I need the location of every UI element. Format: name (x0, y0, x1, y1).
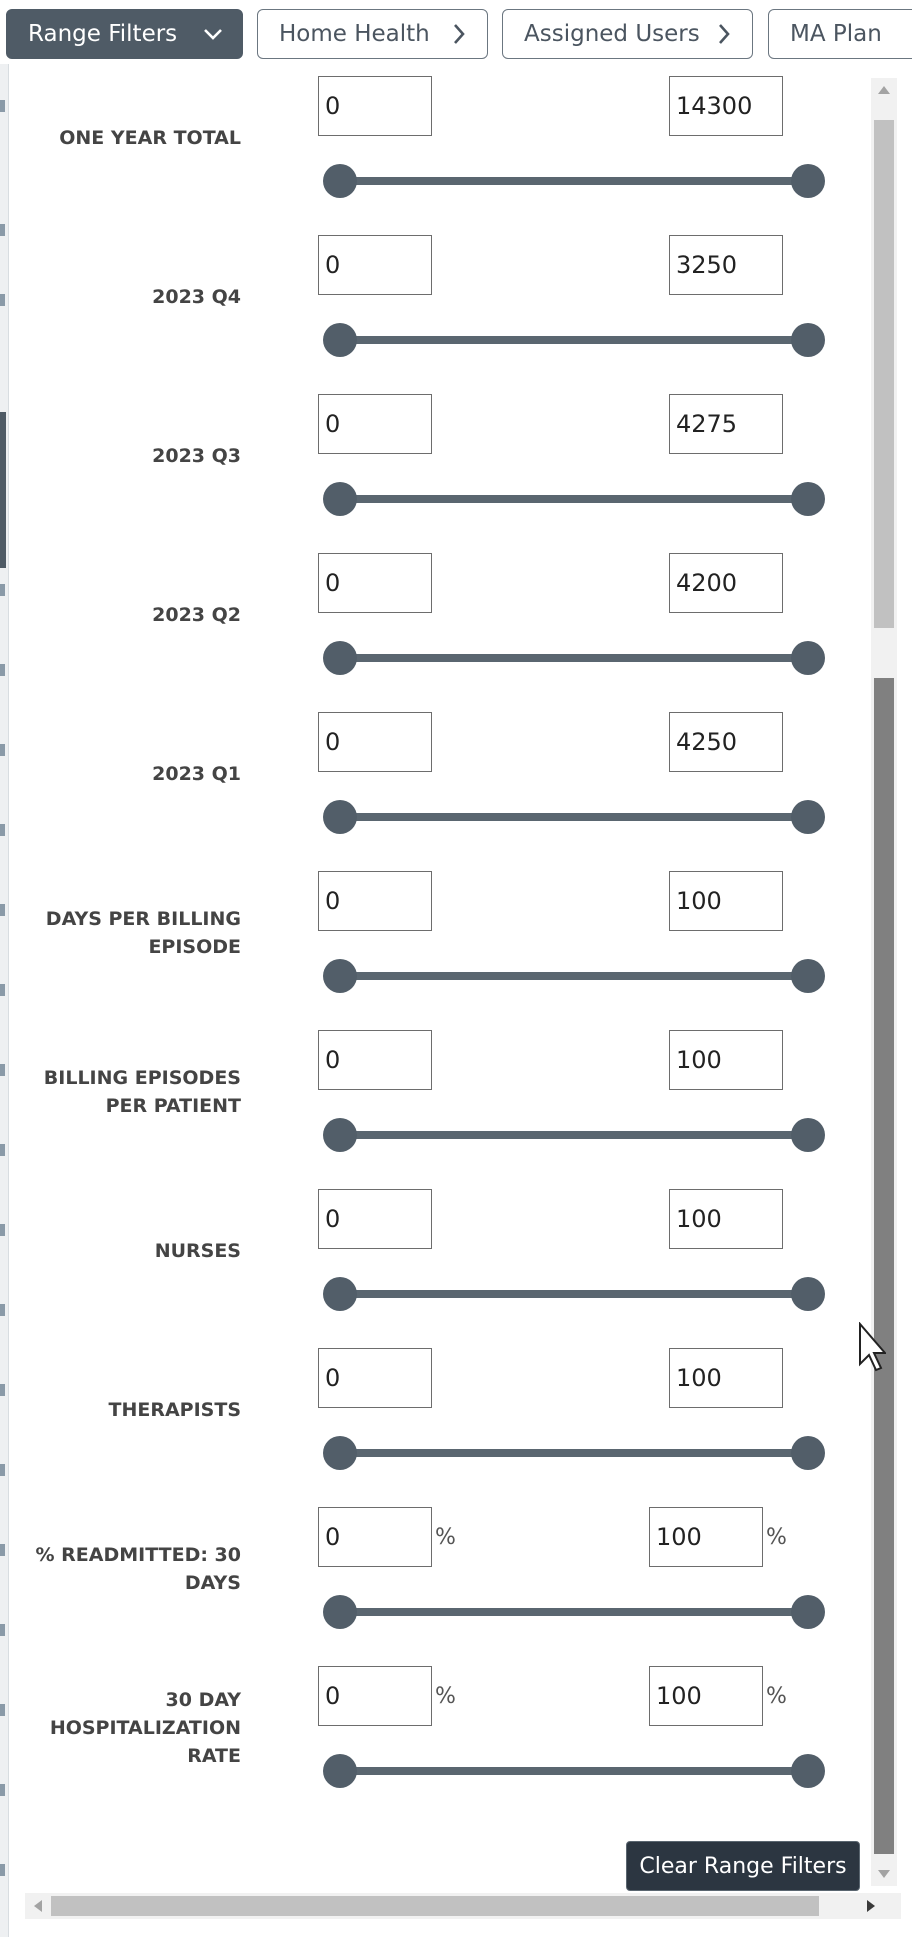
filter-label: % READMITTED: 30 DAYS (35, 1544, 241, 1594)
percent-suffix: % (435, 1683, 456, 1709)
background-mark (0, 664, 5, 676)
percent-suffix: % (435, 1524, 456, 1550)
tab-range-filters[interactable] (6, 9, 243, 59)
max-slider-handle[interactable] (791, 482, 825, 516)
scroll-right-arrow-icon[interactable] (861, 1896, 881, 1916)
range-filter-row (9, 223, 869, 383)
background-mark (0, 1144, 5, 1156)
range-filter-row (9, 64, 869, 224)
background-page-edge (0, 64, 8, 1937)
horizontal-scroll-thumb[interactable] (51, 1896, 819, 1916)
range-slider-track[interactable] (327, 813, 813, 821)
background-mark (0, 824, 5, 836)
min-value-input[interactable]: 0 (318, 553, 432, 613)
background-mark (0, 1544, 5, 1556)
range-filter-row (9, 1654, 869, 1814)
range-slider-track[interactable] (327, 1767, 813, 1775)
vertical-scrollbar[interactable] (871, 78, 897, 1886)
min-slider-handle[interactable] (323, 1595, 357, 1629)
filter-label: 2023 Q4 (152, 286, 241, 308)
filter-label: 30 DAY HOSPITALIZATION RATE (49, 1689, 241, 1767)
min-slider-handle[interactable] (323, 959, 357, 993)
background-mark (0, 744, 5, 756)
min-value-input[interactable]: 0 (318, 1030, 432, 1090)
vertical-scroll-thumb[interactable] (874, 678, 894, 1854)
tab-label: Range Filters (28, 21, 178, 47)
background-mark (0, 1464, 5, 1476)
min-slider-handle[interactable] (323, 641, 357, 675)
max-slider-handle[interactable] (791, 1754, 825, 1788)
range-filter-row (9, 541, 869, 701)
filter-label: 2023 Q1 (152, 763, 241, 785)
background-mark (0, 100, 5, 112)
max-slider-handle[interactable] (791, 800, 825, 834)
max-value-input[interactable]: 100 (669, 1189, 783, 1249)
background-mark (0, 1384, 5, 1396)
min-slider-handle[interactable] (323, 164, 357, 198)
min-value-input[interactable]: 0 (318, 1666, 432, 1726)
filter-tab-bar (0, 0, 912, 64)
min-slider-handle[interactable] (323, 800, 357, 834)
range-filter-row (9, 700, 869, 860)
background-mark (0, 1864, 5, 1876)
tab-label: Assigned Users (524, 21, 700, 47)
min-value-input[interactable]: 0 (318, 235, 432, 295)
chevron-right-icon (717, 10, 731, 58)
min-slider-handle[interactable] (323, 1436, 357, 1470)
filter-label: BILLING EPISODES PER PATIENT (43, 1067, 241, 1117)
tab-home-health[interactable] (257, 9, 488, 59)
max-slider-handle[interactable] (791, 1277, 825, 1311)
min-value-input[interactable]: 0 (318, 394, 432, 454)
filter-label: ONE YEAR TOTAL (59, 127, 241, 149)
background-mark (0, 1624, 5, 1636)
max-slider-handle[interactable] (791, 1436, 825, 1470)
range-filter-row (9, 1018, 869, 1178)
clear-range-filters-button[interactable]: Clear Range Filters (626, 1841, 860, 1891)
range-slider-track[interactable] (327, 1449, 813, 1457)
max-slider-handle[interactable] (791, 323, 825, 357)
scroll-down-arrow-icon[interactable] (874, 1864, 894, 1884)
vertical-scroll-thumb-track (874, 120, 894, 628)
range-slider-track[interactable] (327, 495, 813, 503)
tab-label: Home Health (279, 21, 430, 47)
min-value-input[interactable]: 0 (318, 1189, 432, 1249)
background-mark (0, 1704, 5, 1716)
max-value-input[interactable]: 3250 (669, 235, 783, 295)
background-mark (0, 224, 5, 236)
max-value-input[interactable]: 4275 (669, 394, 783, 454)
chevron-right-icon (452, 10, 466, 58)
max-value-input[interactable]: 4250 (669, 712, 783, 772)
range-filter-row (9, 1336, 869, 1496)
max-slider-handle[interactable] (791, 959, 825, 993)
tab-ma-plan[interactable] (768, 9, 912, 59)
horizontal-scrollbar[interactable] (25, 1893, 901, 1919)
max-value-input[interactable]: 100 (669, 1030, 783, 1090)
range-filter-row (9, 382, 869, 542)
scroll-left-arrow-icon[interactable] (28, 1896, 48, 1916)
mouse-cursor-icon (858, 1322, 886, 1377)
filter-label: THERAPISTS (108, 1399, 241, 1421)
min-value-input[interactable]: 0 (318, 1507, 432, 1567)
range-slider-track[interactable] (327, 1608, 813, 1616)
background-mark (0, 1224, 5, 1236)
max-slider-handle[interactable] (791, 641, 825, 675)
background-mark (0, 984, 5, 996)
filter-label: 2023 Q3 (152, 445, 241, 467)
min-value-input[interactable]: 0 (318, 871, 432, 931)
background-highlight (0, 412, 6, 568)
min-value-input[interactable]: 0 (318, 712, 432, 772)
range-slider-track[interactable] (327, 336, 813, 344)
max-value-input[interactable]: 100 (669, 871, 783, 931)
max-slider-handle[interactable] (791, 1595, 825, 1629)
chevron-down-icon (203, 10, 223, 58)
max-value-input[interactable]: 100 (649, 1507, 763, 1567)
min-slider-handle[interactable] (323, 1118, 357, 1152)
range-slider-track[interactable] (327, 654, 813, 662)
range-filter-row (9, 859, 869, 1019)
range-slider-track[interactable] (327, 177, 813, 185)
filter-label: NURSES (154, 1240, 241, 1262)
min-value-input[interactable]: 0 (318, 76, 432, 136)
background-mark (0, 584, 5, 596)
tab-assigned-users[interactable] (502, 9, 753, 59)
max-slider-handle[interactable] (791, 164, 825, 198)
min-slider-handle[interactable] (323, 1277, 357, 1311)
min-slider-handle[interactable] (323, 482, 357, 516)
background-mark (0, 1064, 5, 1076)
range-filter-row (9, 1495, 869, 1655)
min-value-input[interactable]: 0 (318, 1348, 432, 1408)
max-value-input[interactable]: 4200 (669, 553, 783, 613)
max-value-input[interactable]: 14300 (669, 76, 783, 136)
max-value-input[interactable]: 100 (649, 1666, 763, 1726)
background-mark (0, 294, 5, 306)
range-slider-track[interactable] (327, 972, 813, 980)
scroll-up-arrow-icon[interactable] (874, 80, 894, 100)
filter-label: DAYS PER BILLING EPISODE (45, 908, 241, 958)
percent-suffix: % (766, 1683, 787, 1709)
tab-label: MA Plan (790, 21, 882, 47)
background-mark (0, 904, 5, 916)
range-slider-track[interactable] (327, 1131, 813, 1139)
max-slider-handle[interactable] (791, 1118, 825, 1152)
background-mark (0, 1784, 5, 1796)
min-slider-handle[interactable] (323, 323, 357, 357)
filter-label: 2023 Q2 (152, 604, 241, 626)
min-slider-handle[interactable] (323, 1754, 357, 1788)
range-filter-row (9, 1177, 869, 1337)
max-value-input[interactable]: 100 (669, 1348, 783, 1408)
range-filters-panel (8, 64, 912, 1937)
range-slider-track[interactable] (327, 1290, 813, 1298)
percent-suffix: % (766, 1524, 787, 1550)
background-mark (0, 1304, 5, 1316)
